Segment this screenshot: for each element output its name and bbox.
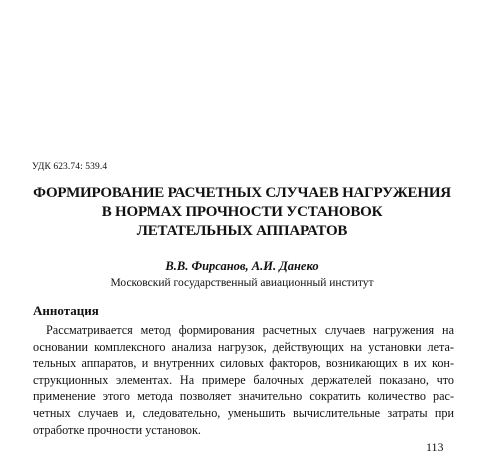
abstract-line: основании комплексного анализа нагрузок, действующих на установки лета- — [33, 339, 454, 354]
abstract-line: четных случаев и, следовательно, уменьшить вычислительные затраты при — [33, 405, 454, 420]
abstract-line: Рассматривается метод формирования расчетных случаев нагружения на — [46, 323, 454, 337]
article-authors: В.В. Фирсанов, А.И. Данеко — [165, 259, 319, 273]
title-line: ЛЕТАТЕЛЬНЫХ АППАРАТОВ — [136, 223, 348, 239]
title-line: В НОРМАХ ПРОЧНОСТИ УСТАНОВОК — [101, 204, 383, 220]
abstract-body — [33, 322, 454, 438]
title-line: ФОРМИРОВАНИЕ РАСЧЕТНЫХ СЛУЧАЕВ НАГРУЖЕНИЯ — [33, 185, 451, 201]
abstract-line: отработке прочности установок. — [33, 422, 201, 437]
abstract-heading: Аннотация — [33, 303, 99, 318]
abstract-line: тельных аппаратов, и внутренних силовых факторов, возникающих в их кон- — [33, 356, 454, 371]
page-number: 113 — [426, 440, 444, 454]
udk-code: УДК 623.74: 539.4 — [32, 162, 108, 172]
abstract-line: струкционных элементах. На примере балочных держателей показано, что — [33, 372, 454, 387]
author-affiliation: Московский государственный авиационный институт — [110, 277, 374, 289]
abstract-line: применение этого метода позволяет значительно сократить количество рас- — [33, 389, 454, 404]
article-title — [20, 184, 464, 241]
